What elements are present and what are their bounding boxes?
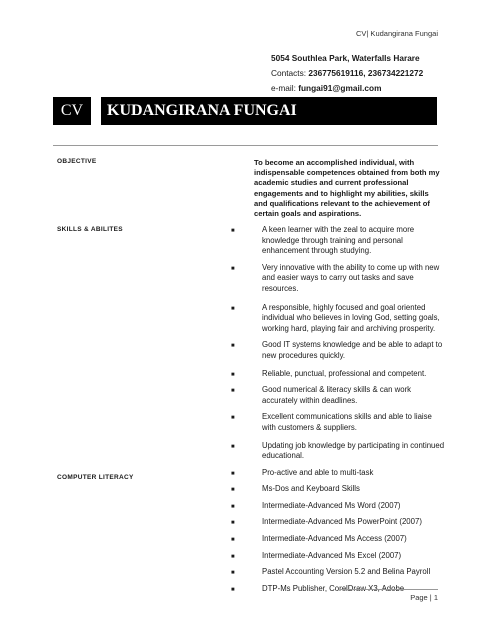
computer-literacy-label: COMPUTER LITERACY <box>57 474 134 481</box>
contact-block <box>271 51 423 96</box>
bullet-icon: ■ <box>231 415 235 422</box>
address: 5054 Southlea Park, Waterfalls Harare <box>271 53 420 63</box>
bullet-icon: ■ <box>231 586 235 593</box>
skill-text: Updating job knowledge by participating in continued educational. <box>262 440 445 461</box>
skills-label: SKILLS & ABILITES <box>57 226 123 233</box>
contacts-label: Contacts: <box>271 68 309 78</box>
skill-item <box>231 441 446 462</box>
skill-text: Very innovative with the ability to come up with new and easier ways to carry out tasks and save resources. <box>262 262 440 293</box>
email-label: e-mail: <box>271 83 299 93</box>
section-divider <box>53 145 438 146</box>
name-bar <box>101 97 437 125</box>
skill-text: Intermediate-Advanced Ms Word (2007) <box>262 500 401 510</box>
bullet-icon: ■ <box>231 371 235 378</box>
skill-item <box>231 567 446 578</box>
skill-item <box>231 369 446 380</box>
bullet-icon: ■ <box>231 553 235 560</box>
footer-divider <box>340 589 438 590</box>
skill-item <box>231 303 446 335</box>
email-line <box>271 81 423 96</box>
skill-text: DTP-Ms Publisher, CorelDraw X3, Adobe <box>262 583 405 593</box>
contacts-line <box>271 66 423 81</box>
skill-text: Pastel Accounting Version 5.2 and Belina Payroll <box>262 567 431 577</box>
skill-text: Good IT systems knowledge and be able to adapt to new procedures quickly. <box>262 340 443 360</box>
page-number: Page | 1 <box>410 593 438 602</box>
skill-item <box>231 534 446 545</box>
skill-item <box>231 263 446 295</box>
skill-text: A keen learner with the zeal to acquire more knowledge through training and personal enhancement through studying. <box>262 225 415 256</box>
bullet-icon: ■ <box>231 388 235 395</box>
skill-text: Pro-active and able to multi-task <box>262 467 374 477</box>
skill-text: A responsible, highly focused and goal oriented individual who believes in loving God, setting goals, working hard, playing fair and archiving prosperity. <box>262 302 440 333</box>
bullet-icon: ■ <box>231 487 235 494</box>
skill-item <box>231 385 446 406</box>
skill-text: Good numerical & literacy skills & can work accurately within deadlines. <box>262 385 412 405</box>
candidate-name: KUDANGIRANA FUNGAI <box>107 102 297 119</box>
skill-item <box>231 225 446 257</box>
skill-item <box>231 517 446 528</box>
skill-text: Intermediate-Advanced Ms PowerPoint (2007) <box>262 517 422 527</box>
objective-label: OBJECTIVE <box>57 158 97 165</box>
bullet-icon: ■ <box>231 343 235 350</box>
skill-item <box>231 501 446 512</box>
running-header: CV| Kudangirana Fungai <box>355 29 438 38</box>
skill-text: Intermediate-Advanced Ms Access (2007) <box>262 534 407 544</box>
skill-item <box>231 468 446 479</box>
email-value: fungai91@gmail.com <box>298 83 382 93</box>
bullet-icon: ■ <box>231 228 235 234</box>
bullet-icon: ■ <box>231 570 235 577</box>
skill-text: Intermediate-Advanced Ms Excel (2007) <box>262 550 402 560</box>
bullet-icon: ■ <box>231 265 235 272</box>
skill-item <box>231 340 446 361</box>
contacts-value: 236775619116, 236734221272 <box>308 68 424 78</box>
skill-text: Reliable, punctual, professional and competent. <box>262 368 427 378</box>
skills-list <box>231 225 446 594</box>
skill-text: Excellent communications skills and able to liaise with customers & suppliers. <box>262 412 432 432</box>
bullet-icon: ■ <box>231 520 235 527</box>
bullet-icon: ■ <box>231 470 235 477</box>
skill-item <box>231 551 446 562</box>
objective-text: To become an accomplished individual, with indispensable competences obtained from both my academic studies and current professional engagements and to highlight my abilities, skills and qualifications relevant to the achievement of certain goals and aspirations. <box>254 158 440 219</box>
bullet-icon: ■ <box>231 537 235 544</box>
skill-item <box>231 484 446 495</box>
skill-text: Ms-Dos and Keyboard Skills <box>262 484 360 494</box>
bullet-icon: ■ <box>231 503 235 510</box>
skill-item <box>231 412 446 433</box>
cv-badge: CV <box>53 97 91 125</box>
bullet-icon: ■ <box>231 305 235 312</box>
bullet-icon: ■ <box>231 443 235 450</box>
